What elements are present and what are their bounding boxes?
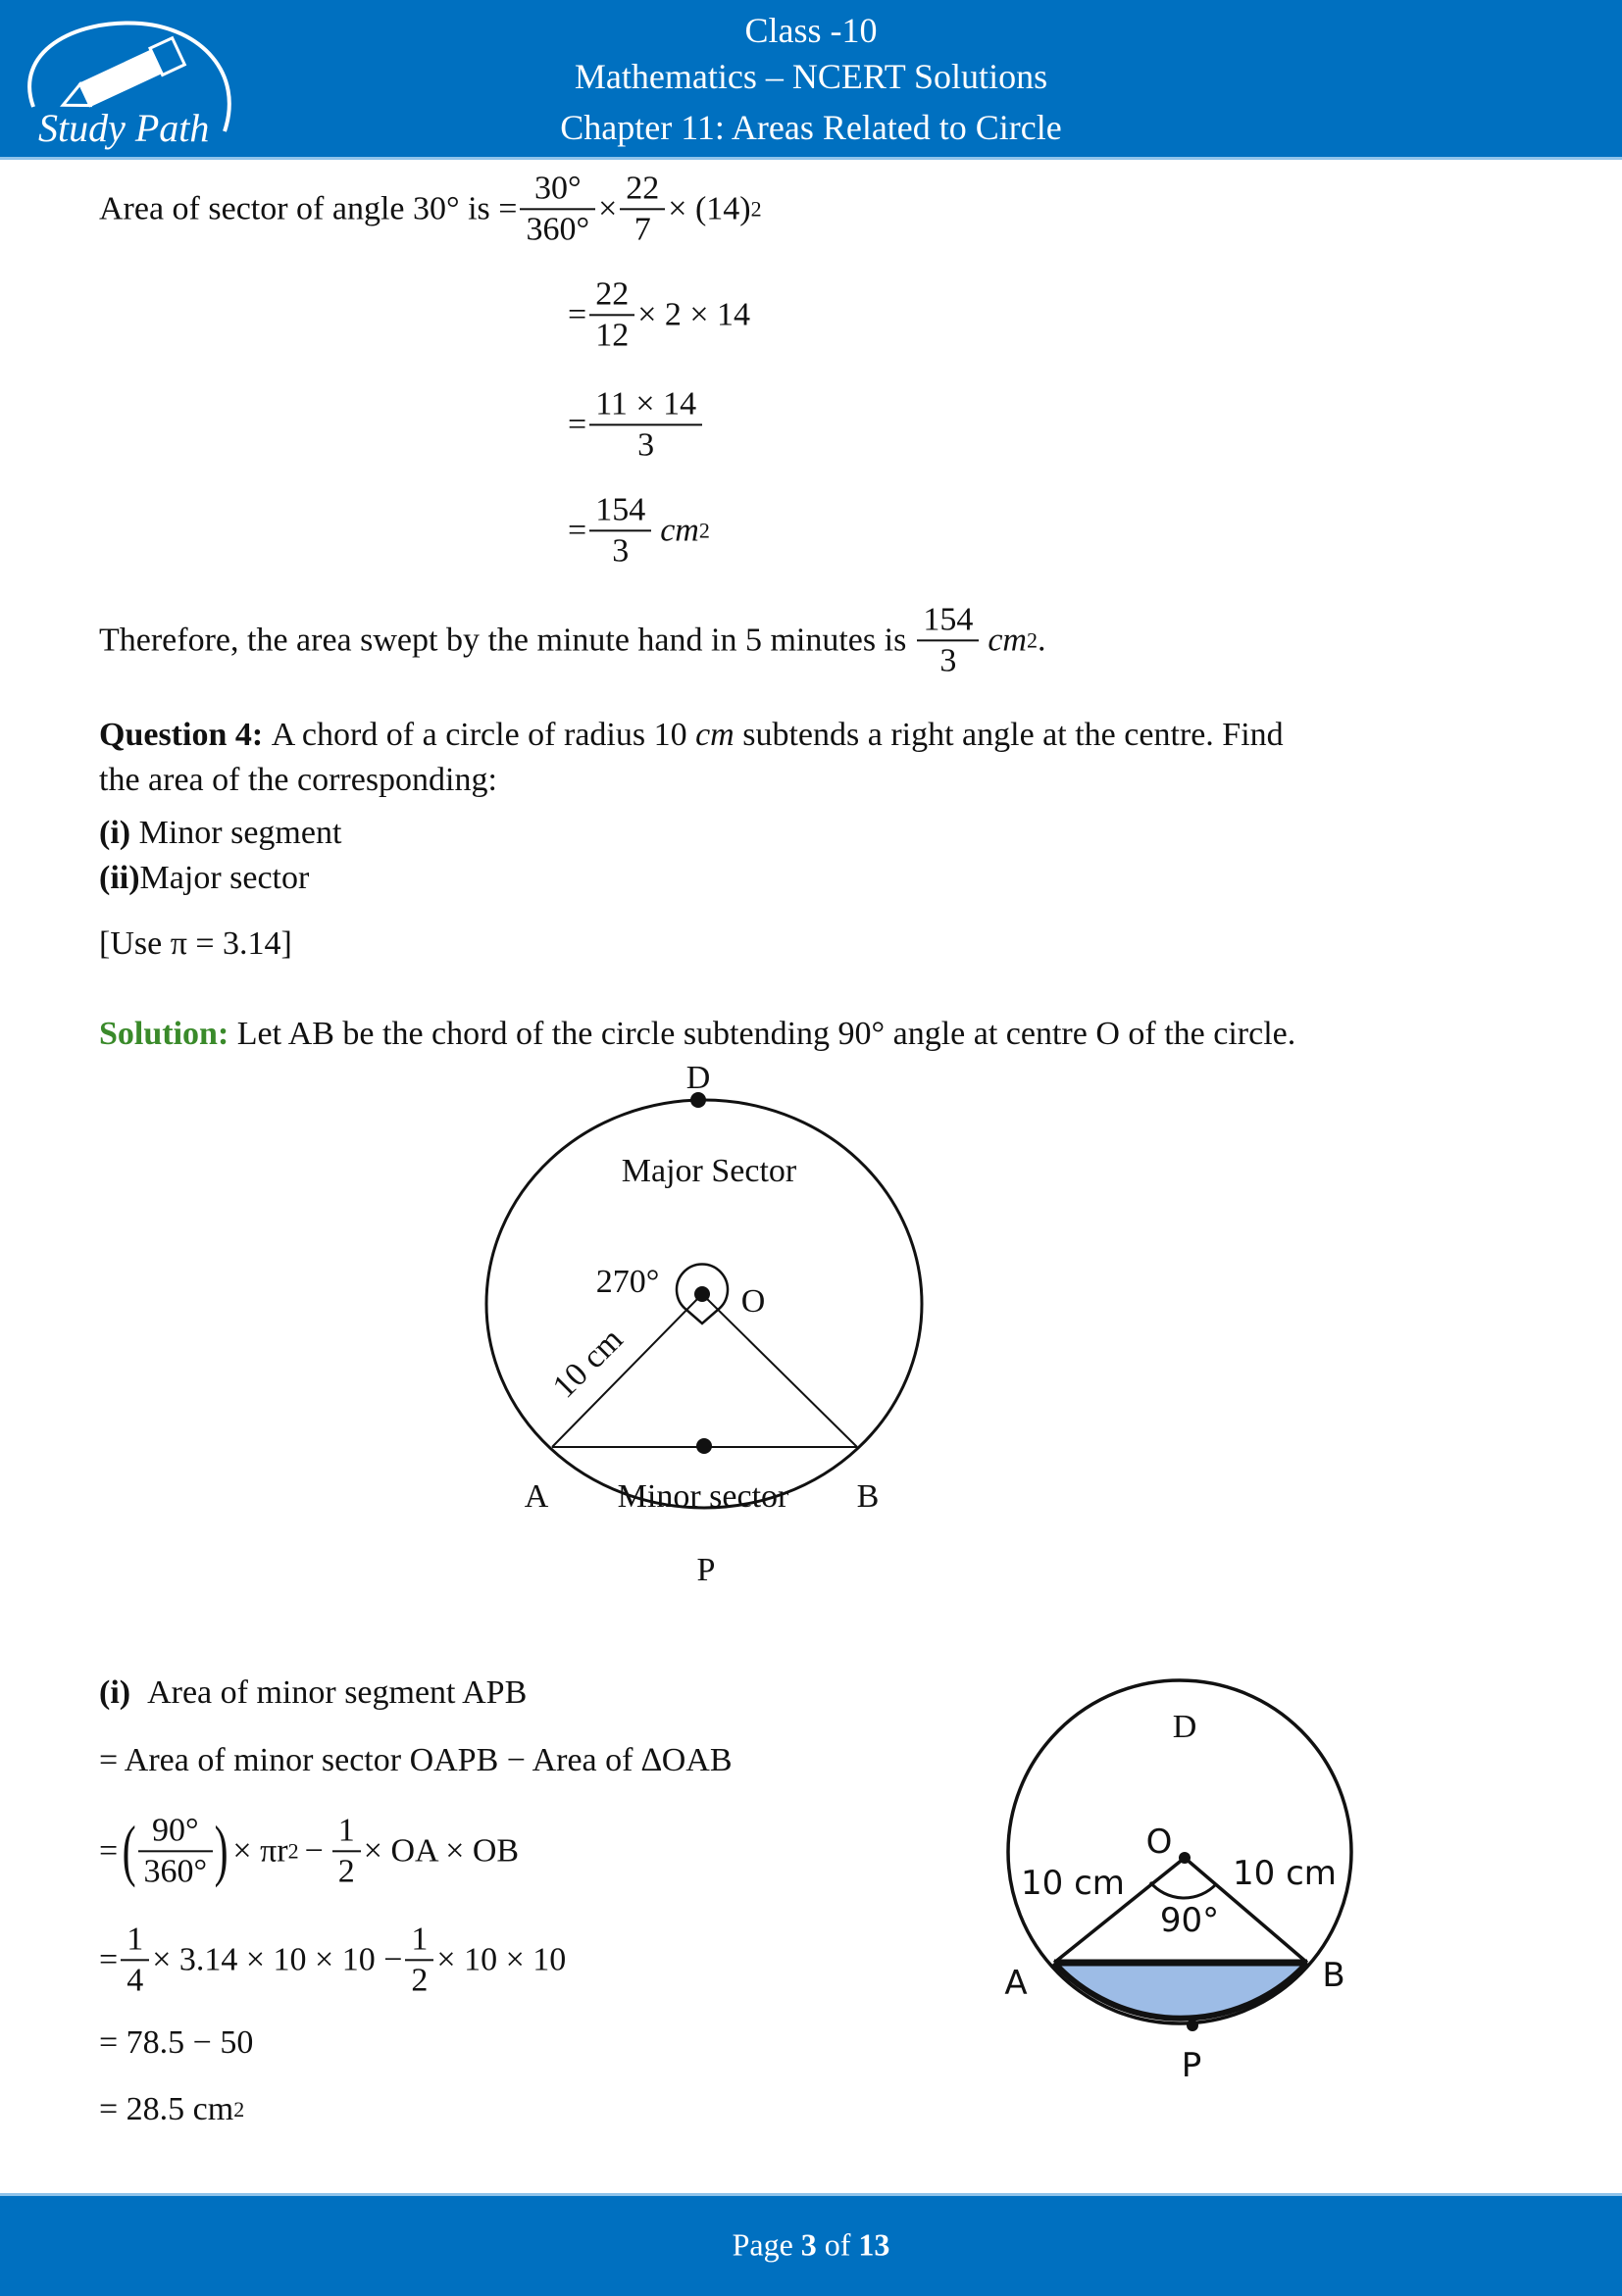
label-minor-sector: Minor sector (617, 1478, 789, 1515)
fraction: $\frac{22}{12}$ (592, 276, 632, 352)
fraction: $\frac{154}{3}$ (592, 492, 648, 568)
part-i-step-1: = Area of minor sector OAPB − Area of ∆OAB (99, 1742, 733, 1778)
label-radius: 10 cm (545, 1321, 631, 1406)
part-i-step-2: = ( $\frac{90^\circ}{360^\circ}$ ) × πr 2 − $\frac{1}{2}$ × OA × OB (99, 1812, 520, 1889)
fraction: $\frac{30^\circ}{360^\circ}$ (523, 171, 592, 246)
fraction: $\frac{1}{2}$ (335, 1813, 358, 1888)
question-line-2: the area of the corresponding: (99, 762, 497, 798)
label-p: P (696, 1552, 716, 1588)
label-left-radius: 10 cm (1021, 1864, 1125, 1903)
fraction: $\frac{1}{4}$ (124, 1922, 146, 1997)
question-label: Question 4: (99, 717, 264, 753)
fraction: $\frac{154}{3}$ (920, 602, 976, 677)
part-i-step-3: = $\frac{1}{4}$ × 3.14 × 10 × 10 − $\frac{1}{2}$ × 10 × 10 (99, 1921, 567, 1998)
label-90: 90° (1159, 1901, 1220, 1940)
sector-area-line-4: = $\frac{154}{3}$ cm 2 (568, 491, 710, 569)
label-d: D (1172, 1709, 1197, 1745)
text: × (598, 190, 618, 226)
page-footer (0, 2193, 1622, 2296)
solution-label: Solution: (99, 1016, 229, 1052)
label-270: 270° (595, 1264, 660, 1300)
label-right-radius: 10 cm (1233, 1854, 1337, 1893)
part-i-step-4: = 78.5 − 50 (99, 2024, 254, 2061)
label-a: A (524, 1478, 549, 1515)
part-i-result: = 28.5 cm 2 (99, 2091, 245, 2127)
label-p: P (1181, 2046, 1202, 2085)
sector-area-line-3: = $\frac{11 \times 14}{3}$ (568, 386, 705, 462)
conclusion-line: Therefore, the area swept by the minute hand in 5 minutes is $\frac{154}{3}$ cm 2 . (99, 601, 1046, 678)
label-o: O (1145, 1822, 1173, 1862)
label-a: A (1004, 1964, 1028, 2003)
sector-area-line-2: = $\frac{22}{12}$ × 2 × 14 (568, 275, 751, 353)
fraction: $\frac{1}{2}$ (408, 1922, 431, 1997)
solution-intro: Solution: Let AB be the chord of the circle subtending 90° angle at centre O of the circle. (99, 1016, 1296, 1052)
question-part-1: (i) Minor segment (99, 815, 342, 851)
header-subject: Mathematics – NCERT Solutions (574, 57, 1048, 96)
logo-text: Study Path (38, 106, 210, 150)
text: × (14) (668, 190, 751, 226)
fraction: $\frac{22}{7}$ (623, 171, 662, 246)
fraction: $\frac{90^\circ}{360^\circ}$ (141, 1813, 211, 1888)
text: Area of sector of angle 30° is = (99, 190, 518, 226)
page-number: Page 3 of 13 (732, 2226, 890, 2263)
angle-arc (1150, 1882, 1216, 1898)
header-class: Class -10 (744, 11, 878, 50)
label-major-sector: Major Sector (621, 1153, 797, 1189)
question-line-1: Question 4: A chord of a circle of radius 10 cm subtends a right angle at the centre. Find (99, 717, 1284, 753)
label-b: B (1322, 1956, 1345, 1995)
question-part-2: (ii) Major sector (99, 860, 310, 896)
header-chapter: Chapter 11: Areas Related to Circle (560, 108, 1062, 147)
sector-area-line-1: Area of sector of angle 30° is = $\frac{30^\circ}{360^\circ}$ × $\frac{22}{7}$ × (14) 2 (99, 170, 762, 247)
center-point-o (1179, 1852, 1191, 1864)
label-d: D (685, 1060, 711, 1096)
part-i-title: (i) Area of minor segment APB (99, 1674, 528, 1711)
fraction: $\frac{11 \times 14}{3}$ (592, 386, 699, 462)
use-pi-note: [Use π = 3.14] (99, 925, 292, 962)
label-b: B (856, 1478, 880, 1515)
point-p-marker (1187, 2020, 1198, 2031)
label-o: O (740, 1283, 766, 1320)
